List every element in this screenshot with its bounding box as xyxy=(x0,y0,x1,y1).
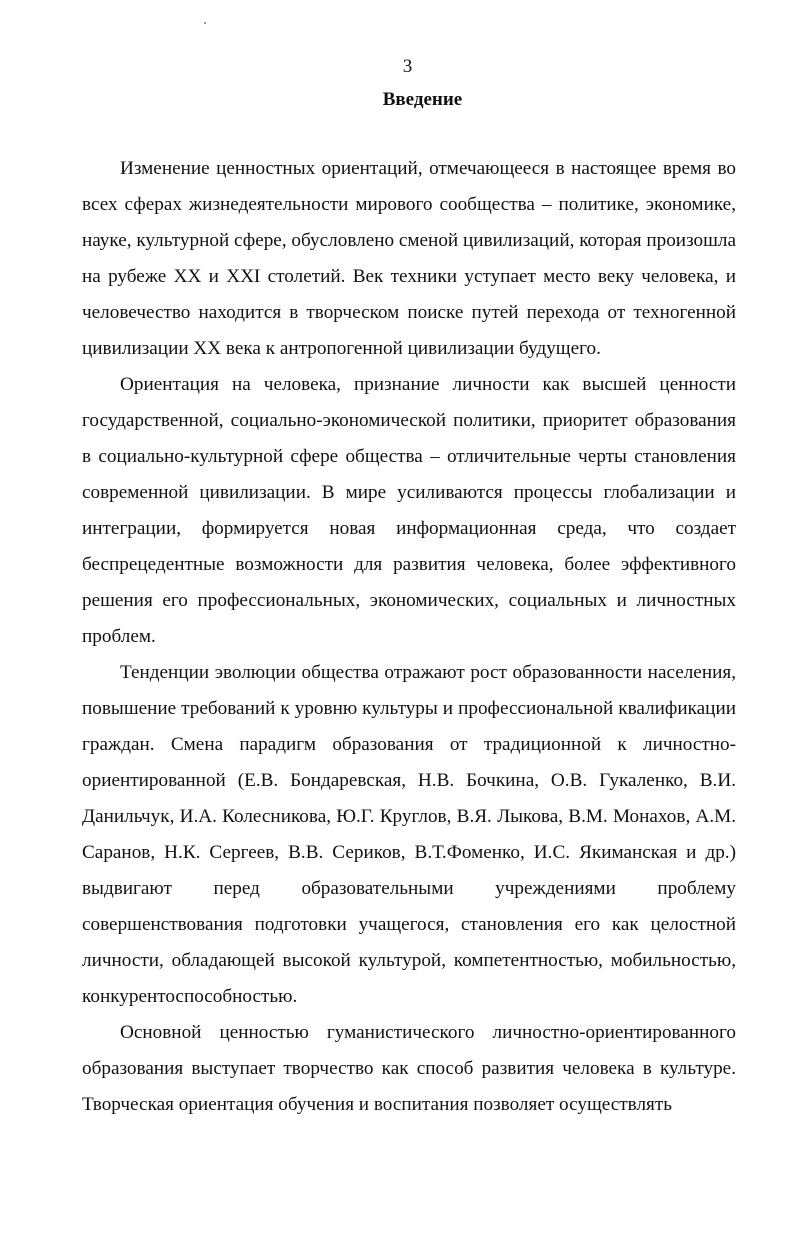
section-title: Введение xyxy=(382,89,463,110)
paragraph: Изменение ценностных ориентаций, отмечающееся в настоящее время во всех сферах жизнедеятельности мирового сообщества – политике, экономике, науке, культурной сфере, обусловлено сменой цивилизаций, которая произошла на рубеже XX и XXI столетий. Век техники уступает место веку человека, и человечество находится в творческом поиске путей перехода от техногенной цивилизации XX века к антропогенной цивилизации будущего. xyxy=(82,158,736,359)
paragraph: Основной ценностью гуманистического личностно-ориентированного образования выступает творчество как способ развития человека в культуре. Творческая ориентация обучения и воспитания позволяет осуществлять xyxy=(82,1022,736,1115)
paragraph: Ориентация на человека, признание личности как высшей ценности государственной, социально-экономической политики, приоритет образования в социально-культурной сфере общества – отличительные черты становления современной цивилизации. В мире усиливаются процессы глобализации и интеграции, формируется новая информационная среда, что создает беспрецедентные возможности для развития человека, более эффективного решения его профессиональных, экономических, социальных и личностных проблем. xyxy=(82,374,736,647)
page-number: 3 xyxy=(402,56,413,77)
scan-speck xyxy=(204,22,206,24)
body-text xyxy=(82,151,736,1123)
paragraph: Тенденции эволюции общества отражают рост образованности населения, повышение требований к уровню культуры и профессиональной квалификации граждан. Смена парадигм образования от традиционной к личностно-ориентированной (Е.В. Бондаревская, Н.В. Бочкина, О.В. Гукаленко, В.И. Данильчук, И.А. Колесникова, Ю.Г. Круглов, В.Я. Лыкова, В.М. Монахов, А.М. Саранов, Н.К. Сергеев, В.В. Сериков, В.Т.Фоменко, И.С. Якиманская и др.) выдвигают перед образовательными учреждениями проблему совершенствования подготовки учащегося, становления его как целостной личности, обладающей высокой культурой, компетентностью, мобильностью, конкурентоспособностью. xyxy=(82,662,736,1007)
